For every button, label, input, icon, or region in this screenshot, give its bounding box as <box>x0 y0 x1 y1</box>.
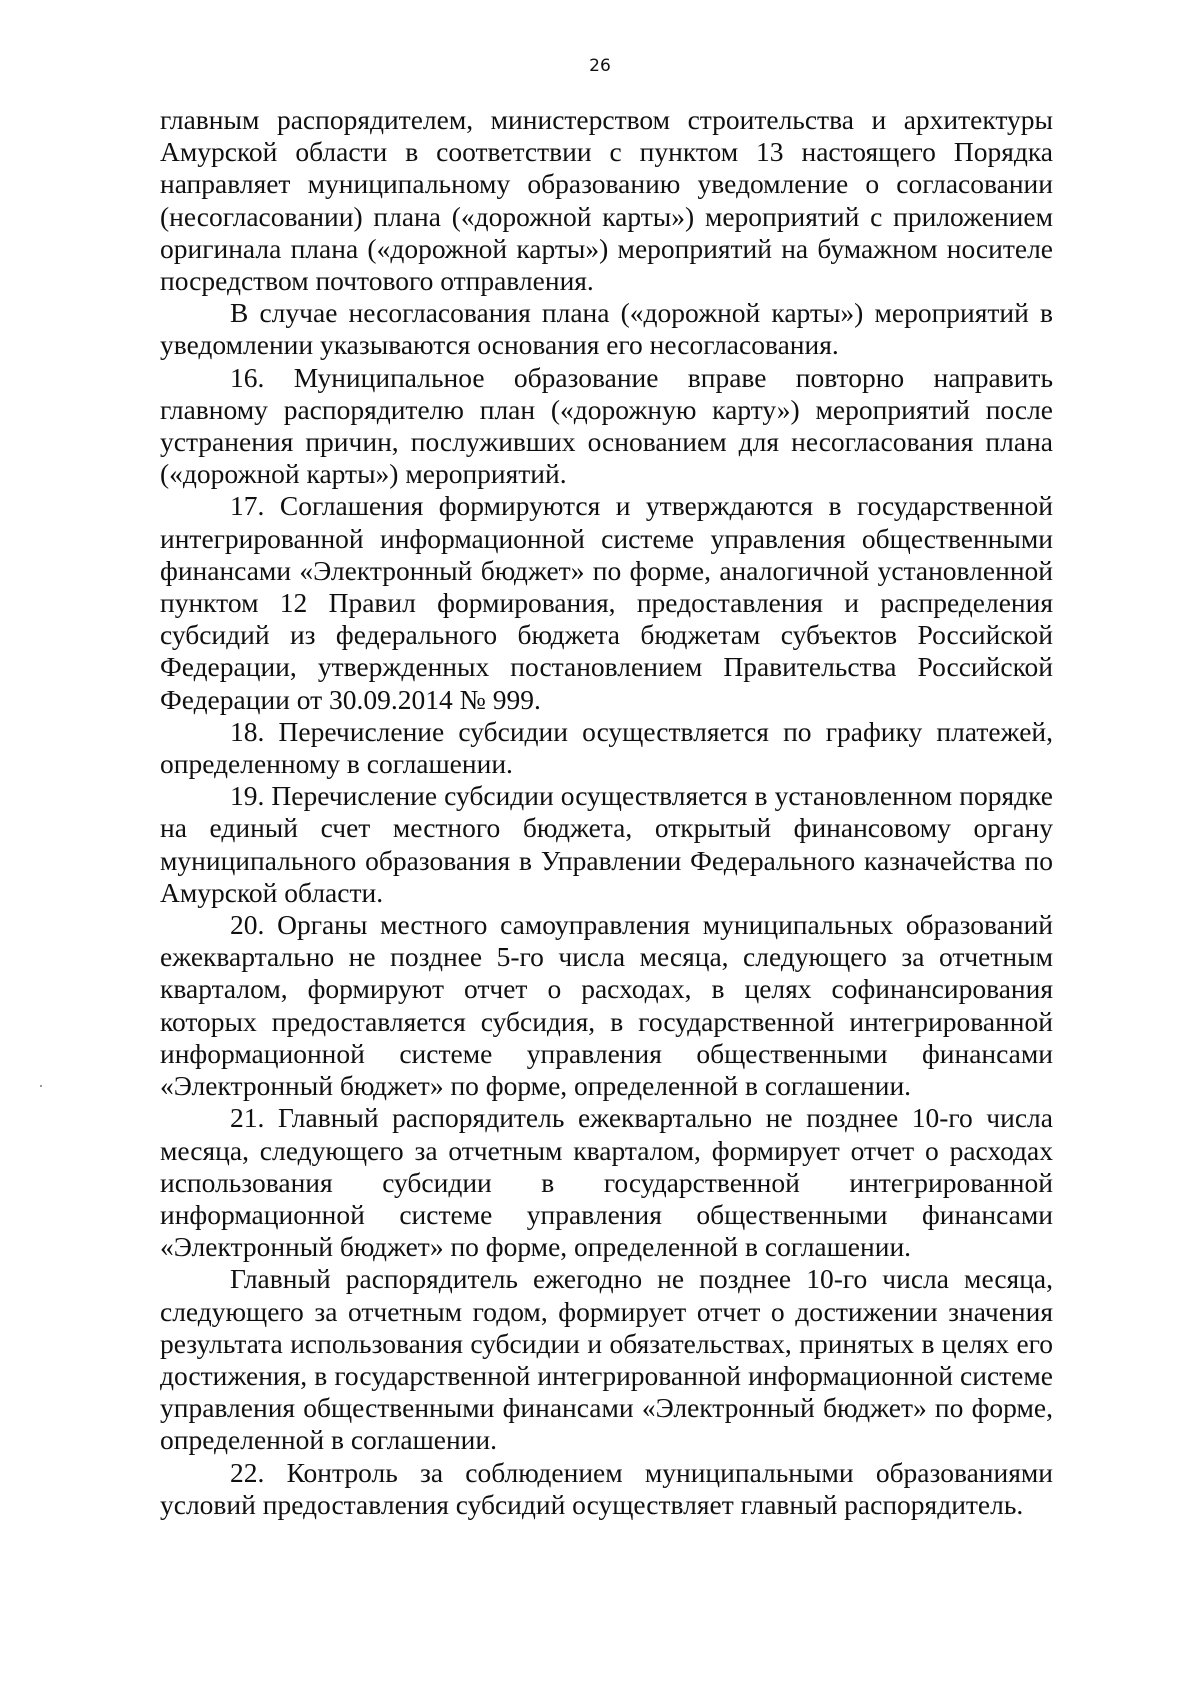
paragraph-non-approval-grounds: В случае несогласования плана («дорожной карты») мероприятий в уведомлении указываются основания его несогласования. <box>160 297 1053 361</box>
paragraph-annual-report: Главный распорядитель ежегодно не позднее 10-го числа месяца, следующего за отчетным годом, формирует отчет о достижении значения результата использования субсидии и обязательствах, принятых в целях его достижения, в государственной интегрированной информационной системе управления общественными финансами «Электронный бюджет» по форме, определенной в соглашении. <box>160 1263 1053 1456</box>
page-number: 26 <box>589 56 611 76</box>
paragraph-17: 17. Соглашения формируются и утверждаются в государственной интегрированной информационной системе управления общественными финансами «Электронный бюджет» по форме, аналогичной установленной пунктом 12 Правил формирования, предоставления и распределения субсидий из федерального бюджета бюджетам субъектов Российской Федерации, утвержденных постановлением Правительства Российской Федерации от 30.09.2014 № 999. <box>160 490 1053 715</box>
document-body <box>160 104 1053 1521</box>
paragraph-21: 21. Главный распорядитель ежеквартально не позднее 10-го числа месяца, следующего за отчетным кварталом, формирует отчет о расходах использования субсидии в государственной интегрированной информационной системе управления общественными финансами «Электронный бюджет» по форме, определенной в соглашении. <box>160 1102 1053 1263</box>
paragraph-continuation: главным распорядителем, министерством строительства и архитектуры Амурской области в соответствии с пунктом 13 настоящего Порядка направляет муниципальному образованию уведомление о согласовании (несогласовании) плана («дорожной карты») мероприятий с приложением оригинала плана («дорожной карты») мероприятий на бумажном носителе посредством почтового отправления. <box>160 104 1053 297</box>
paragraph-20: 20. Органы местного самоуправления муниципальных образований ежеквартально не позднее 5-го числа месяца, следующего за отчетным кварталом, формируют отчет о расходах, в целях софинансирования которых предоставляется субсидия, в государственной интегрированной информационной системе управления общественными финансами «Электронный бюджет» по форме, определенной в соглашении. <box>160 909 1053 1102</box>
paragraph-18: 18. Перечисление субсидии осуществляется по графику платежей, определенному в соглашении. <box>160 715 1053 780</box>
paragraph-19: 19. Перечисление субсидии осуществляется в установленном порядке на единый счет местного бюджета, открытый финансовому органу муниципального образования в Управлении Федерального казначейства по Амурской области. <box>160 780 1053 908</box>
scan-speck <box>40 1085 42 1087</box>
paragraph-16: 16. Муниципальное образование вправе повторно направить главному распорядителю план («дорожную карту») мероприятий после устранения причин, послуживших основанием для несогласования плана («дорожной карты») мероприятий. <box>160 361 1053 490</box>
paragraph-22: 22. Контроль за соблюдением муниципальными образованиями условий предоставления субсидий осуществляет главный распорядитель. <box>160 1456 1053 1520</box>
